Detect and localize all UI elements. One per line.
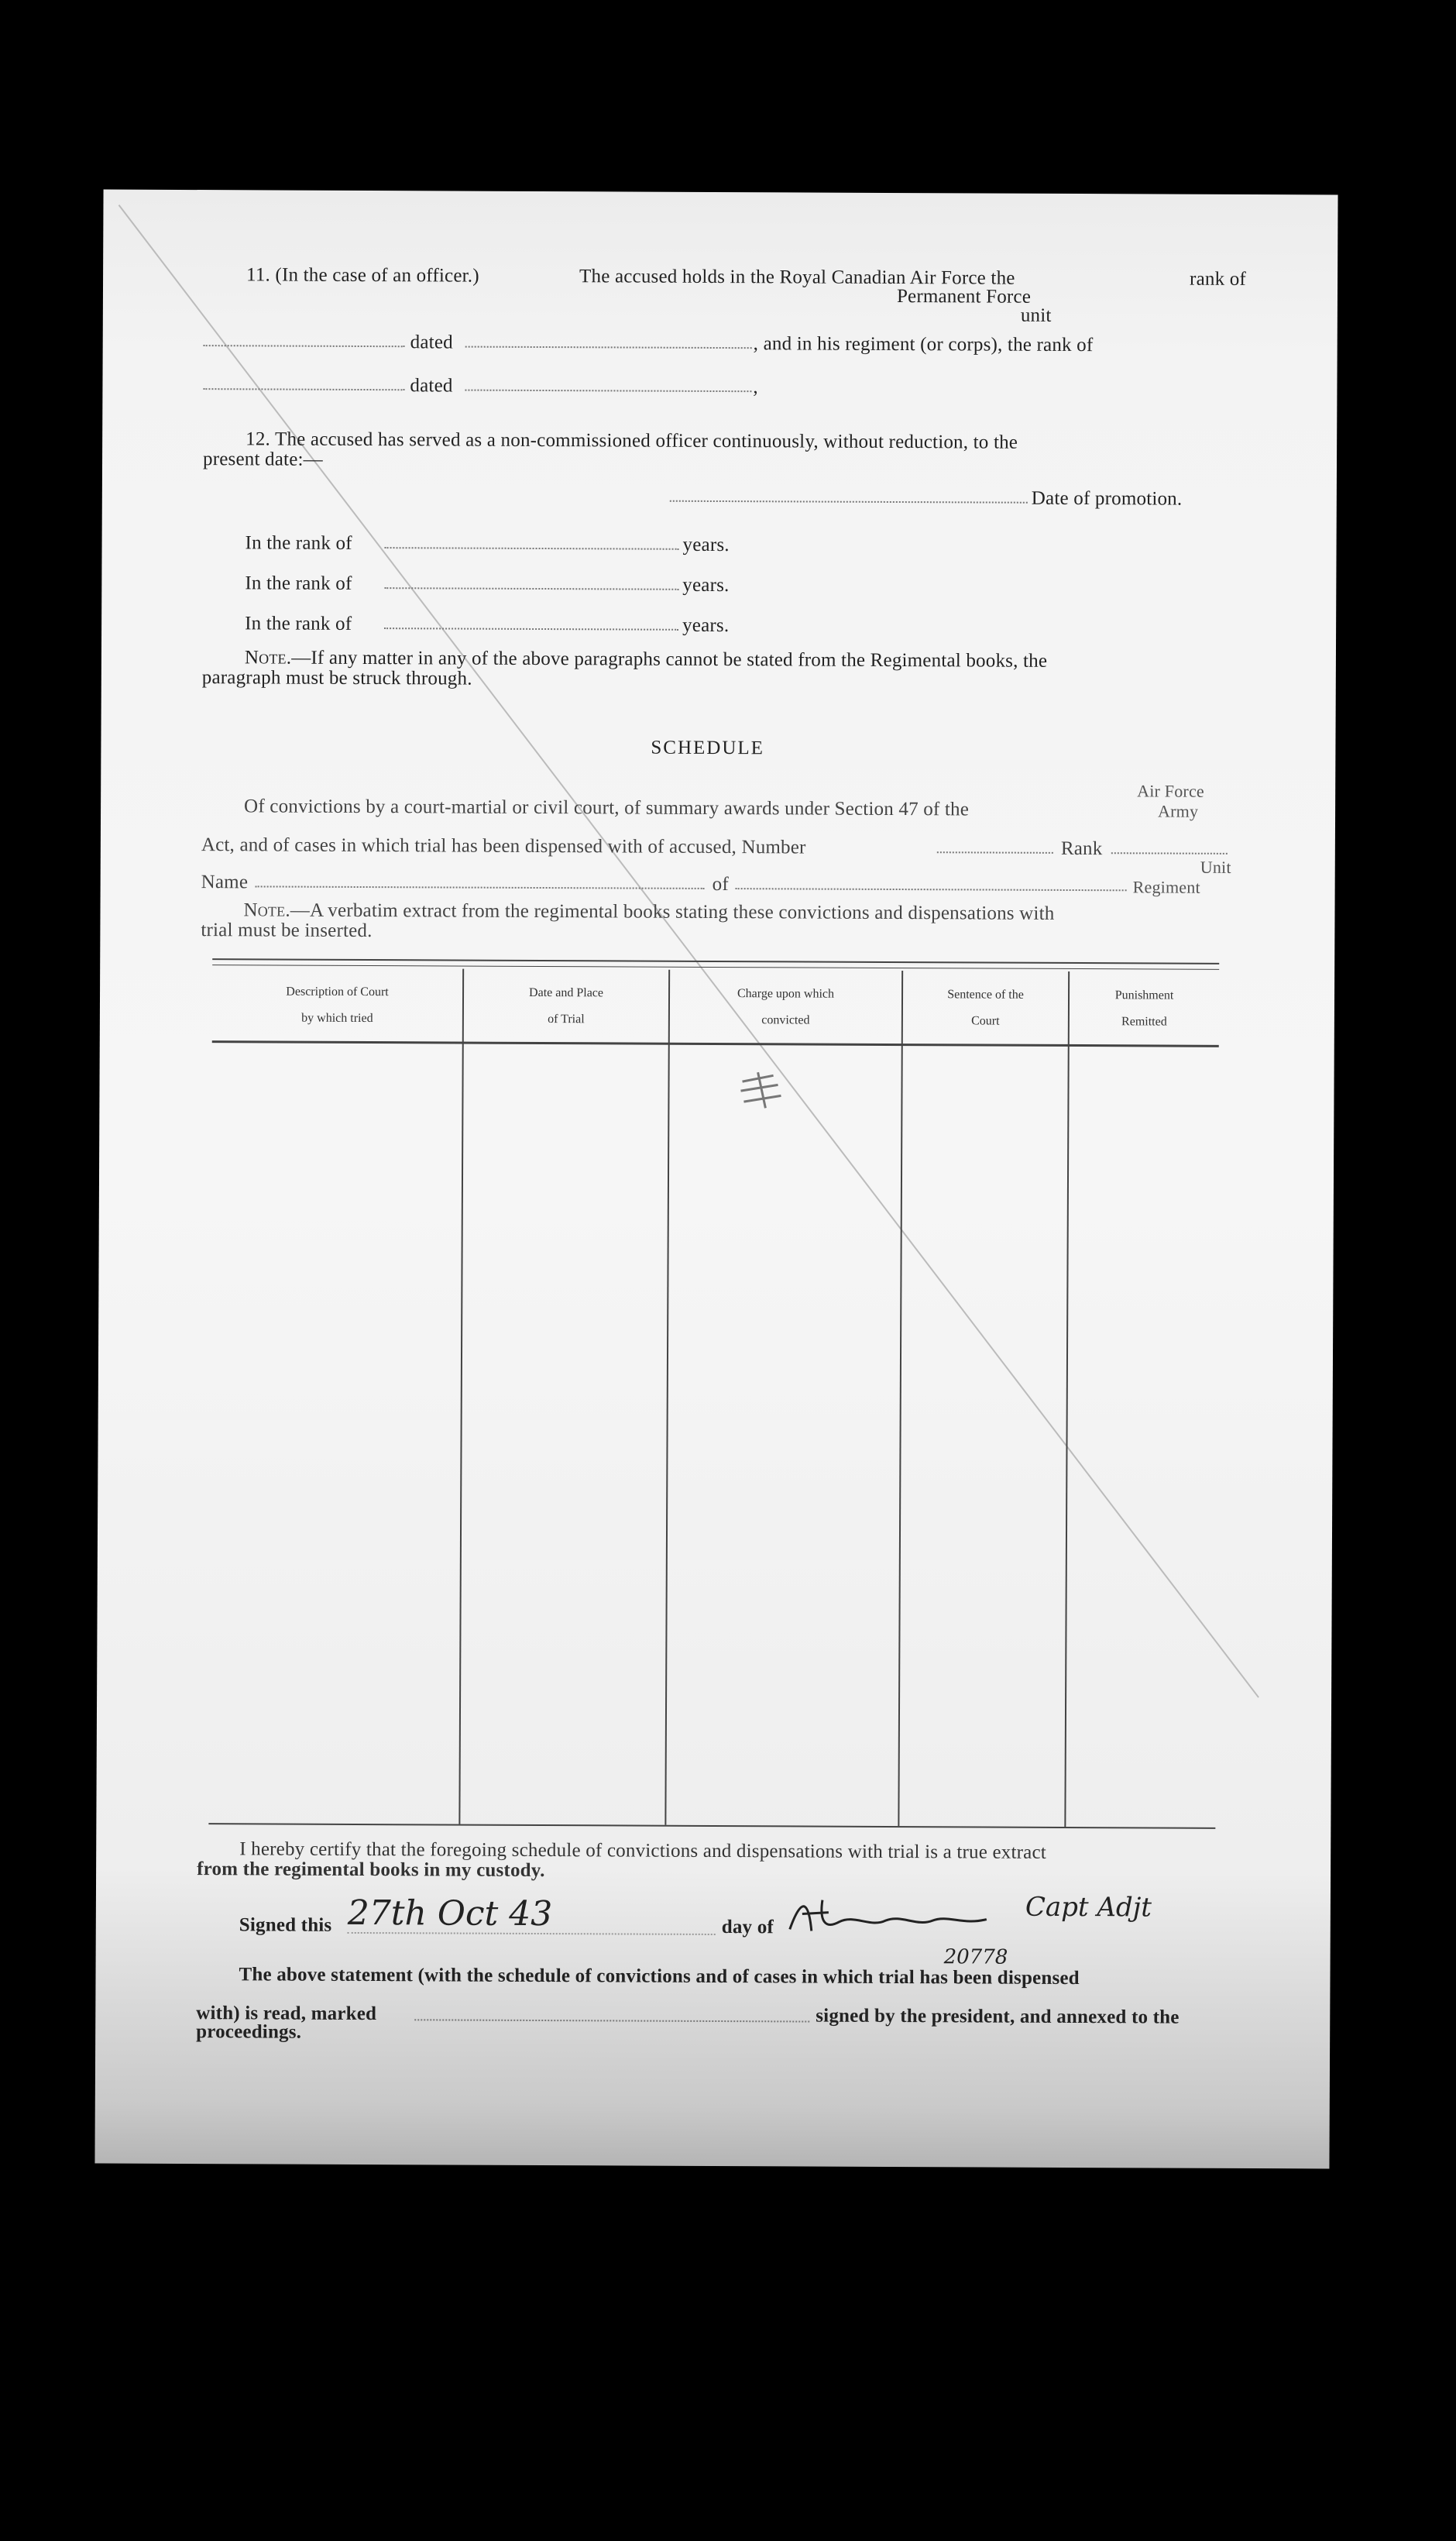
schedule-air-force: Air Force (1137, 781, 1204, 801)
day-of-label: day of (721, 1917, 774, 1938)
p11-permanent-force: Permanent Force (896, 286, 1032, 308)
note-1-line-2: paragraph must be struck through. (201, 667, 472, 689)
col-header-date-place-line-1: Date and Place (529, 985, 604, 1000)
p11-lead: The accused holds in the Royal Canadian Air Force the (579, 266, 1015, 289)
schedule-army: Army (1158, 801, 1199, 821)
signature-scrawl (785, 1890, 1018, 1945)
note-1-text: —If any matter in any of the above paragraphs cannot be stated from the Regimental books, the (291, 647, 1048, 672)
signed-date: 27th Oct 43 (347, 1893, 553, 1934)
schedule-rank: Rank (1060, 837, 1103, 860)
schedule-regiment: Regiment (1132, 877, 1200, 897)
schedule-unit: Unit (1200, 857, 1231, 877)
statement-line-2a: with) is read, marked (196, 2003, 377, 2025)
col-header-sentence (903, 982, 1068, 1035)
col-header-charge-line-2: convicted (761, 1013, 810, 1027)
schedule-title: SCHEDULE (651, 737, 765, 759)
col-header-remitted-line-1: Punishment (1114, 989, 1174, 1002)
statement-line-2b: signed by the president, and annexed to the (816, 2005, 1180, 2028)
p11-regiment-text: , and in his regiment (or corps), the rank of (753, 333, 1094, 356)
schedule-name-label: Name (201, 872, 249, 893)
col-header-date-place-line-2: of Trial (548, 1013, 585, 1026)
p11-unit: unit (1020, 304, 1052, 326)
col-header-court (212, 978, 462, 1032)
p11-number: 11. (In the case of an officer.) (246, 264, 479, 287)
p12-date-of-promotion: Date of promotion. (1031, 487, 1183, 510)
certify-line-1: I hereby certify that the foregoing schedule of convictions and dispensations with trial is a true extract (239, 1838, 1046, 1863)
schedule-line-1: Of convictions by a court-martial or civil court, of summary awards under Section 47 of the (244, 796, 970, 820)
p12-years-2: years. (682, 574, 730, 597)
col-header-date-place (464, 980, 668, 1033)
certify-line-2: from the regimental books in my custody. (197, 1858, 545, 1882)
col-header-charge (670, 981, 901, 1034)
signature-service-number: 20778 (943, 1945, 1008, 1969)
col-header-remitted-line-2: Remitted (1121, 1015, 1167, 1029)
statement-line-3: proceedings. (196, 2021, 302, 2043)
schedule-of: of (712, 873, 729, 896)
schedule-line-2: Act, and of cases in which trial has been dispensed with of accused, Number (201, 834, 806, 858)
p11-comma: , (753, 377, 758, 398)
statement-line-1: The above statement (with the schedule of convictions and of cases in which trial has been dispensed (239, 1964, 1080, 1989)
p11-rank-of: rank of (1190, 268, 1247, 290)
col-header-court-line-2: by which tried (301, 1011, 373, 1026)
col-header-court-line-1: Description of Court (286, 985, 389, 999)
p12-rank-label-2: In the rank of (245, 572, 352, 594)
signed-label: Signed this (239, 1914, 332, 1936)
p12-years-3: years. (682, 614, 730, 637)
p11-dated-label-2: dated (410, 375, 453, 397)
p12-line-2: present date:— (202, 449, 323, 470)
p11-dated-label-1: dated (410, 332, 453, 353)
p12-rank-label-3: In the rank of (245, 613, 352, 634)
schedule-note-line-2: trial must be inserted. (201, 920, 373, 942)
schedule-note-label: Note. (243, 899, 290, 921)
p12-line-1: 12. The accused has served as a non-commissioned officer continuously, without reduction, to the (246, 428, 1018, 453)
col-header-sentence-line-1: Sentence of the (947, 988, 1024, 1002)
schedule-note-text: —A verbatim extract from the regimental books stating these convictions and dispensations with (290, 899, 1055, 924)
col-header-remitted (1070, 982, 1219, 1036)
note-1-label: Note. (244, 647, 292, 669)
p12-years-1: years. (682, 534, 730, 556)
p12-rank-label-1: In the rank of (245, 532, 352, 554)
signature-title: Capt Adjt (1025, 1891, 1152, 1924)
col-header-charge-line-1: Charge upon which (737, 987, 835, 1001)
ink-mark (734, 1068, 788, 1114)
document-page (94, 190, 1338, 2169)
col-header-sentence-line-2: Court (971, 1014, 1000, 1028)
